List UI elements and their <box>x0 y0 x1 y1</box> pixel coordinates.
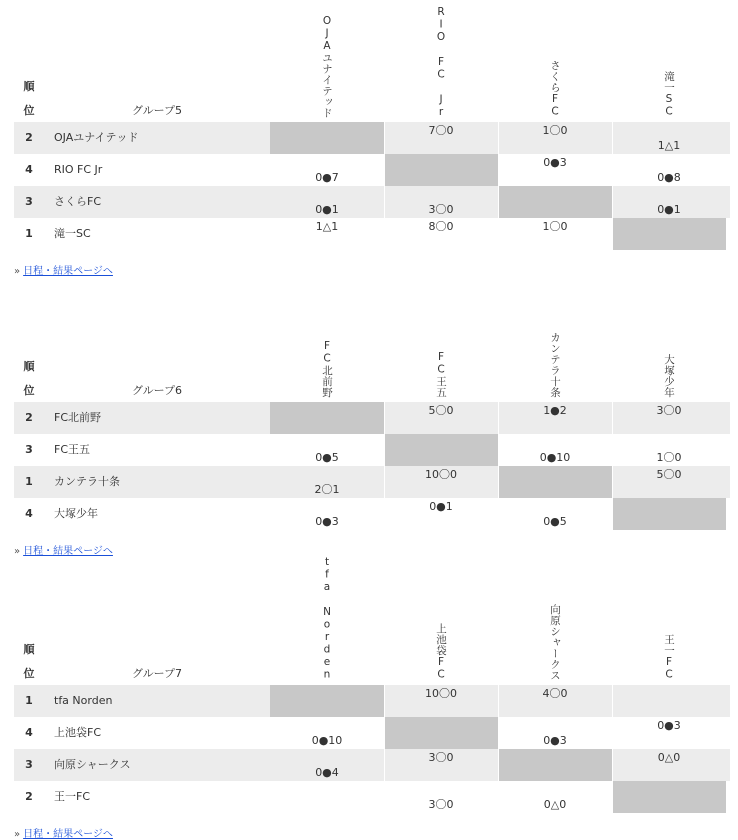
table-row <box>14 434 730 466</box>
match-result-cell <box>384 498 498 530</box>
match-result-cell <box>612 186 726 218</box>
team-name: 上池袋FC <box>54 726 102 739</box>
match-result-cell <box>612 402 726 434</box>
match-result-cell <box>612 685 726 717</box>
match-result-cell <box>270 717 384 749</box>
schedule-results-link[interactable]: 日程・結果ページへ <box>23 266 113 277</box>
team-name: 大塚少年 <box>54 507 98 520</box>
column-divider <box>384 434 385 466</box>
match-result-cell <box>384 402 498 434</box>
match-result-cell <box>384 122 498 154</box>
column-divider <box>612 154 613 186</box>
table-row <box>14 749 730 781</box>
self-match-cell <box>384 434 498 466</box>
schedule-results-link[interactable]: 日程・結果ページへ <box>23 546 113 557</box>
match-result-cell <box>498 781 612 813</box>
column-team-label: RIO FC Jr <box>435 5 447 118</box>
match-score: 0△0 <box>657 751 681 764</box>
column-divider <box>384 781 385 813</box>
self-match-cell <box>270 685 384 717</box>
match-score: 10〇0 <box>425 468 457 481</box>
column-divider <box>384 154 385 186</box>
column-divider <box>612 685 613 717</box>
column-divider <box>498 749 499 781</box>
match-score: 0△0 <box>543 798 567 811</box>
rank-header-top: 順 <box>23 643 35 656</box>
match-score: 5〇0 <box>428 404 454 417</box>
column-team-name <box>384 623 498 681</box>
column-divider <box>384 717 385 749</box>
match-score: 0●4 <box>315 766 339 779</box>
match-score: 0●10 <box>539 451 571 464</box>
column-divider <box>498 154 499 186</box>
column-divider <box>612 781 613 813</box>
rank-value: 2 <box>25 131 33 144</box>
self-match-cell <box>498 466 612 498</box>
self-match-cell <box>270 402 384 434</box>
column-team-name <box>498 604 612 681</box>
column-divider <box>384 498 385 530</box>
rank-value: 4 <box>25 726 33 739</box>
column-divider <box>384 122 385 154</box>
self-match-cell <box>384 717 498 749</box>
team-name: さくらFC <box>54 195 102 208</box>
column-divider <box>498 402 499 434</box>
table-row <box>14 781 730 813</box>
team-name: 向原シャークス <box>54 758 131 771</box>
match-result-cell <box>270 154 384 186</box>
rank-value: 1 <box>25 694 33 707</box>
column-divider <box>612 717 613 749</box>
match-result-cell <box>498 717 612 749</box>
column-divider <box>612 434 613 466</box>
column-divider <box>498 122 499 154</box>
column-divider <box>384 749 385 781</box>
match-result-cell <box>270 498 384 530</box>
table-row <box>14 218 730 250</box>
match-score: 0●3 <box>543 156 567 169</box>
column-divider <box>498 186 499 218</box>
match-score: 0●3 <box>543 734 567 747</box>
table-row <box>14 402 730 434</box>
column-divider <box>498 781 499 813</box>
column-team-label: 滝一SC <box>663 71 675 118</box>
team-name: FC北前野 <box>54 411 102 424</box>
match-result-cell <box>270 186 384 218</box>
team-name: OJAユナイテッド <box>54 131 139 144</box>
match-result-cell <box>498 402 612 434</box>
table-row <box>14 717 730 749</box>
rank-value: 4 <box>25 163 33 176</box>
rank-value: 3 <box>25 758 33 771</box>
match-result-cell <box>270 218 384 250</box>
column-team-name <box>270 340 384 398</box>
match-score: 2〇1 <box>314 483 340 496</box>
match-score: 3〇0 <box>428 751 454 764</box>
table-row <box>14 498 730 530</box>
rank-value: 1 <box>25 475 33 488</box>
match-result-cell <box>612 717 726 749</box>
rank-header-top: 順 <box>23 360 35 373</box>
match-result-cell <box>612 749 726 781</box>
match-result-cell <box>498 154 612 186</box>
table-row <box>14 685 730 717</box>
match-score: 1△1 <box>657 139 681 152</box>
column-team-label: さくらFC <box>549 60 561 118</box>
match-score: 0●1 <box>429 500 453 513</box>
column-team-label: カンテラ十条 <box>549 332 561 398</box>
team-name: tfa Norden <box>54 694 113 707</box>
self-match-cell <box>612 218 726 250</box>
match-result-cell <box>498 218 612 250</box>
column-team-label: FC王五 <box>435 351 447 398</box>
match-score: 0●1 <box>315 203 339 216</box>
column-team-name <box>270 15 384 119</box>
match-score: 0●5 <box>315 451 339 464</box>
column-team-label: 向原シャークス <box>549 604 561 681</box>
column-team-label: tfa Norden <box>321 556 333 681</box>
link-arrow-icon: » <box>14 829 21 840</box>
team-name: 滝一SC <box>54 227 91 240</box>
table-row <box>14 466 730 498</box>
column-team-name <box>612 634 726 681</box>
match-score: 0●3 <box>657 719 681 732</box>
column-team-label: 大塚少年 <box>663 354 675 398</box>
match-result-cell <box>270 466 384 498</box>
match-result-cell <box>270 749 384 781</box>
match-result-cell <box>384 685 498 717</box>
column-team-label: FC北前野 <box>321 340 333 398</box>
column-team-name <box>612 71 726 118</box>
table-header <box>14 292 730 402</box>
self-match-cell <box>612 498 726 530</box>
match-result-cell <box>384 466 498 498</box>
table-header <box>14 540 730 685</box>
group-name: グループ5 <box>131 104 183 117</box>
match-score: 1〇0 <box>542 124 568 137</box>
column-team-name <box>384 6 498 119</box>
match-result-cell <box>270 781 384 813</box>
match-result-cell <box>612 122 726 154</box>
match-result-cell <box>498 122 612 154</box>
column-divider <box>498 434 499 466</box>
column-team-name <box>270 556 384 681</box>
self-match-cell <box>612 781 726 813</box>
column-team-label: OJAユナイテッド <box>321 14 333 118</box>
table-header <box>14 5 730 122</box>
match-result-cell <box>270 434 384 466</box>
schedule-link-line <box>14 262 113 277</box>
team-name: FC王五 <box>54 443 91 456</box>
match-result-cell <box>384 186 498 218</box>
table-row <box>14 186 730 218</box>
match-score: 0●10 <box>311 734 343 747</box>
column-team-label: 上池袋FC <box>435 623 447 681</box>
match-result-cell <box>612 434 726 466</box>
rank-value: 2 <box>25 411 33 424</box>
match-result-cell <box>384 218 498 250</box>
rank-value: 1 <box>25 227 33 240</box>
match-score: 0●3 <box>315 515 339 528</box>
match-score: 3〇0 <box>428 798 454 811</box>
column-divider <box>384 186 385 218</box>
rank-header-top: 順 <box>23 80 35 93</box>
match-score: 1〇0 <box>656 451 682 464</box>
table-row <box>14 154 730 186</box>
column-team-name <box>384 351 498 398</box>
column-team-name <box>498 60 612 118</box>
column-divider <box>498 466 499 498</box>
column-divider <box>612 186 613 218</box>
column-divider <box>384 218 385 250</box>
column-divider <box>384 466 385 498</box>
schedule-results-link[interactable]: 日程・結果ページへ <box>23 829 113 840</box>
group-name: グループ7 <box>131 667 183 680</box>
column-divider <box>612 498 613 530</box>
match-score: 3〇0 <box>656 404 682 417</box>
match-score: 1〇0 <box>542 220 568 233</box>
column-divider <box>498 498 499 530</box>
match-score: 0●8 <box>657 171 681 184</box>
column-divider <box>612 466 613 498</box>
match-score: 5〇0 <box>656 468 682 481</box>
rank-header-bottom: 位 <box>23 384 35 397</box>
self-match-cell <box>270 122 384 154</box>
match-result-cell <box>498 685 612 717</box>
column-divider <box>612 122 613 154</box>
rank-value: 4 <box>25 507 33 520</box>
link-arrow-icon: » <box>14 266 21 277</box>
column-divider <box>612 218 613 250</box>
column-divider <box>612 402 613 434</box>
match-score: 8〇0 <box>428 220 454 233</box>
match-result-cell <box>612 154 726 186</box>
link-arrow-icon: » <box>14 546 21 557</box>
rank-header-bottom: 位 <box>23 667 35 680</box>
match-result-cell <box>498 498 612 530</box>
team-name: RIO FC Jr <box>54 163 103 176</box>
team-name: 王一FC <box>54 790 91 803</box>
rank-header-bottom: 位 <box>23 104 35 117</box>
schedule-link-line <box>14 825 113 840</box>
team-name: カンテラ十条 <box>54 475 120 488</box>
column-divider <box>498 717 499 749</box>
match-score: 3〇0 <box>428 203 454 216</box>
column-divider <box>384 685 385 717</box>
column-team-label: 王一FC <box>663 634 675 681</box>
match-score: 0●1 <box>657 203 681 216</box>
rank-value: 3 <box>25 195 33 208</box>
match-score: 1●2 <box>543 404 567 417</box>
match-result-cell <box>498 434 612 466</box>
self-match-cell <box>384 154 498 186</box>
column-team-name <box>498 332 612 398</box>
match-result-cell <box>612 466 726 498</box>
group-name: グループ6 <box>131 384 183 397</box>
match-score: 0●5 <box>543 515 567 528</box>
column-divider <box>498 218 499 250</box>
match-score: 1△1 <box>315 220 339 233</box>
match-result-cell <box>384 749 498 781</box>
match-score: 7〇0 <box>428 124 454 137</box>
rank-value: 3 <box>25 443 33 456</box>
column-divider <box>384 402 385 434</box>
match-result-cell <box>384 781 498 813</box>
rank-value: 2 <box>25 790 33 803</box>
table-row <box>14 122 730 154</box>
column-team-name <box>612 354 726 398</box>
column-divider <box>612 749 613 781</box>
self-match-cell <box>498 749 612 781</box>
match-score: 4〇0 <box>542 687 568 700</box>
self-match-cell <box>498 186 612 218</box>
match-score: 10〇0 <box>425 687 457 700</box>
column-divider <box>498 685 499 717</box>
match-score: 0●7 <box>315 171 339 184</box>
